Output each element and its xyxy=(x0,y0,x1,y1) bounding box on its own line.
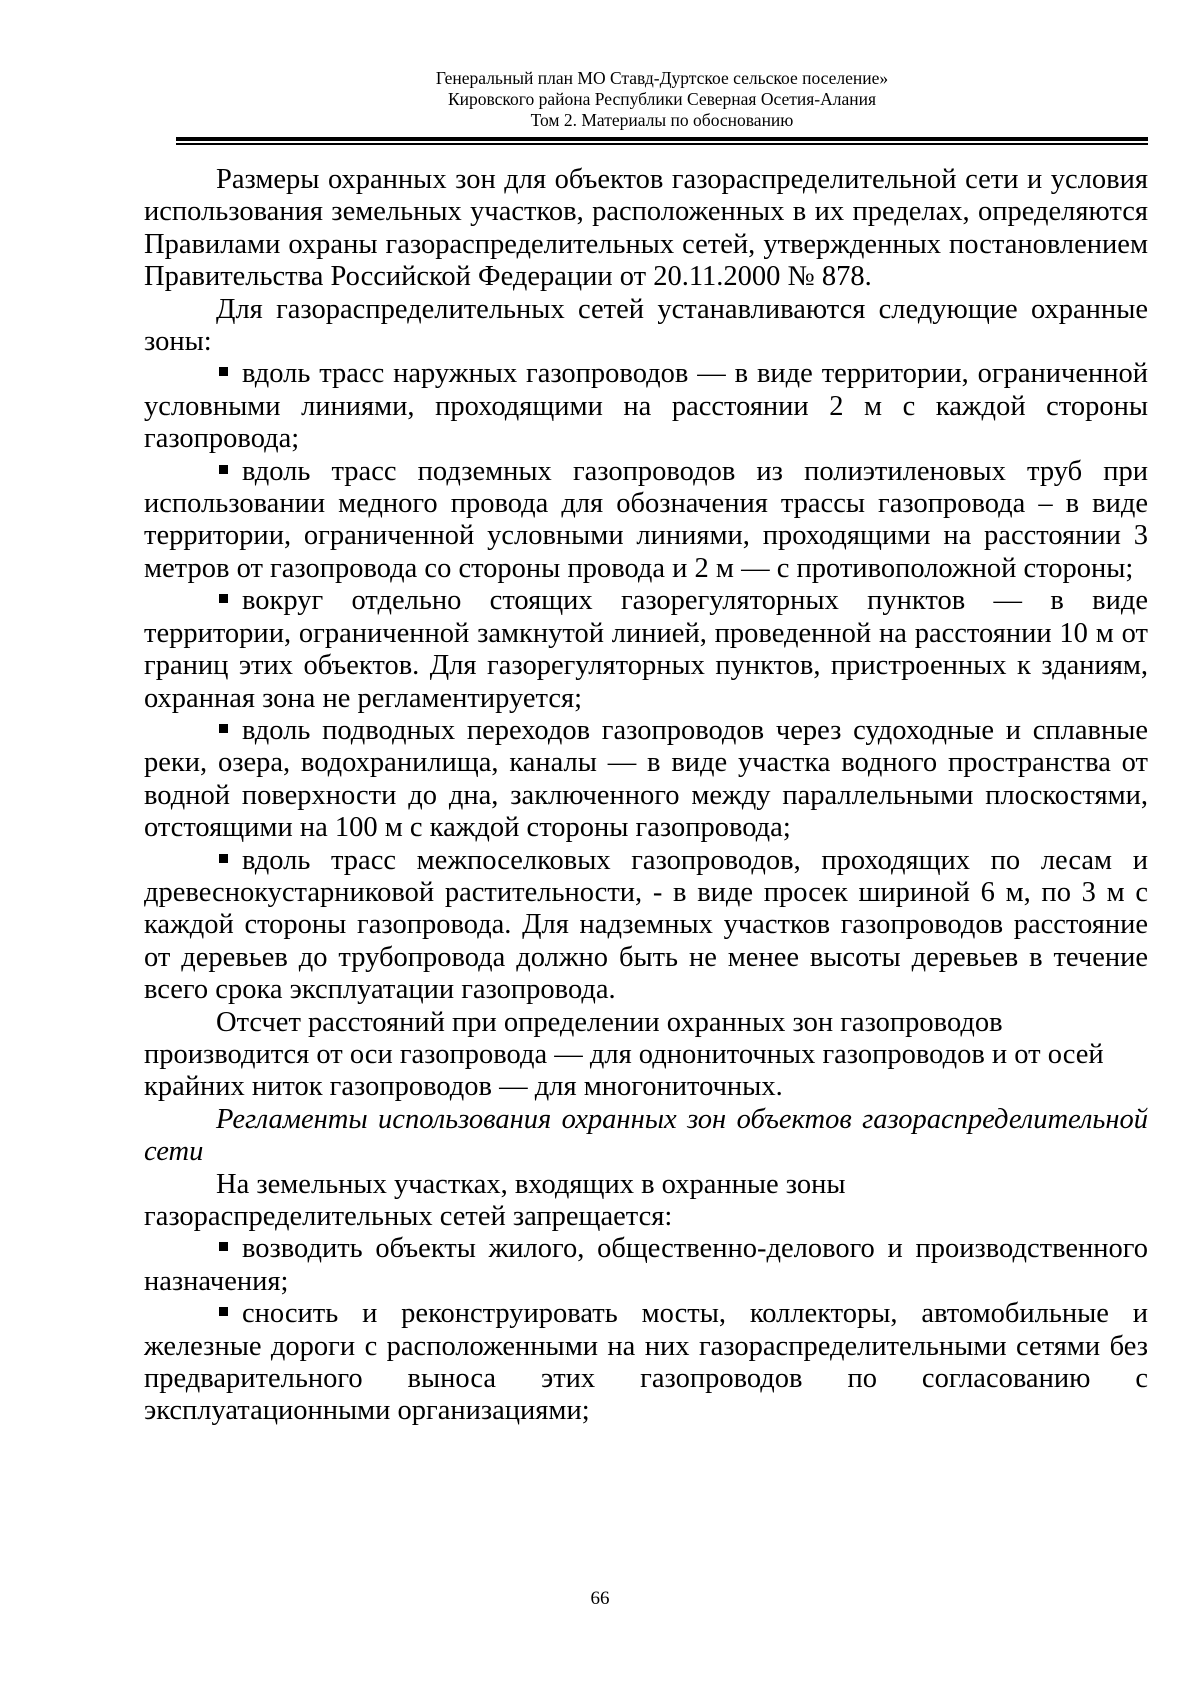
header-line-3: Том 2. Материалы по обоснованию xyxy=(530,110,794,130)
list-item-zone xyxy=(144,456,1148,586)
text-line: производится от оси газопровода — для однониточных газопроводов и от осей xyxy=(144,1038,1104,1070)
list-item-prohibition xyxy=(144,1233,1148,1298)
section-heading: Регламенты использования охранных зон объектов газораспределительной сети xyxy=(144,1103,1148,1168)
text-line: крайних ниток газопроводов — для многониточных. xyxy=(144,1071,783,1103)
list-item-text: вдоль трасс межпоселковых газопроводов, проходящих по лесам и древеснокустарниковой растительности, - в виде просек шириной 6 м, по 3 м с каждой стороны газопровода. Для надземных участков газопроводов расстояние от деревьев до трубопровода должно быть не менее высоты деревьев в течение всего срока эксплуатации газопровода. xyxy=(144,844,1148,1006)
square-bullet-icon xyxy=(216,845,242,877)
square-bullet-icon xyxy=(216,1233,242,1265)
list-item-zone xyxy=(144,585,1148,715)
text-line: На земельных участках, входящих в охранные зоны xyxy=(216,1168,846,1200)
list-item-zone xyxy=(144,715,1148,845)
list-item-zone xyxy=(144,845,1148,1007)
square-bullet-icon xyxy=(216,1298,242,1330)
list-item-text: возводить объекты жилого, общественно-делового и производственного назначения; xyxy=(144,1233,1148,1297)
text-line: Отсчет расстояний при определении охранных зон газопроводов xyxy=(216,1006,1003,1038)
square-bullet-icon xyxy=(216,585,242,617)
paragraph-protection-zone-rules: Размеры охранных зон для объектов газораспределительной сети и условия использования земельных участков, расположенных в их пределах, определяются Правилами охраны газораспределительных сетей, утвержденных постановлением Правительства Российской Федерации от 20.11.2000 № 878. xyxy=(144,164,1148,293)
paragraph-zones-intro: Для газораспределительных сетей устанавливаются следующие охранные зоны: xyxy=(144,293,1148,358)
text-line: газораспределительных сетей запрещается: xyxy=(144,1201,673,1232)
header-rule-thick xyxy=(176,137,1148,141)
list-item-text: вдоль трасс наружных газопроводов — в виде территории, ограниченной условными линиями, проходящими на расстоянии 2 м с каждой стороны газопровода; xyxy=(144,358,1148,455)
paragraph-distance-measurement xyxy=(144,1007,1148,1104)
square-bullet-icon xyxy=(216,456,242,488)
header-line-1: Генеральный план МО Ставд-Дуртское сельское поселение» xyxy=(435,68,889,88)
page-number: 66 xyxy=(590,1588,610,1609)
header-rule-thin xyxy=(176,143,1148,145)
document-body xyxy=(144,164,1148,1428)
list-item-text: вдоль подводных переходов газопроводов через судоходные и сплавные реки, озера, водохранилища, каналы — в виде участка водного пространства от водной поверхности до дна, заключенного между параллельными плоскостями, отстоящими на 100 м с каждой стороны газопровода; xyxy=(144,714,1148,844)
list-item-text: вокруг отдельно стоящих газорегуляторных пунктов — в виде территории, ограниченной замкнутой линией, проведенной на расстоянии 10 м от границ этих объектов. Для газорегуляторных пунктов, пристроенных к зданиям, охранная зона не регламентируется; xyxy=(144,585,1148,714)
list-item-prohibition xyxy=(144,1298,1148,1428)
list-item-text: вдоль трасс подземных газопроводов из полиэтиленовых труб при использовании медного провода для обозначения трассы газопровода – в виде территории, ограниченной условными линиями, проходящими на расстоянии 3 метров от газопровода со стороны провода и 2 м — с противоположной стороны; xyxy=(144,455,1148,584)
square-bullet-icon xyxy=(216,715,242,747)
square-bullet-icon xyxy=(216,358,242,390)
list-item-text: сносить и реконструировать мосты, коллекторы, автомобильные и железные дороги с расположенными на них газораспределительными сетями без предварительного выноса этих газопроводов по согласованию с эксплуатационными организациями; xyxy=(144,1298,1148,1427)
paragraph-prohibitions-intro xyxy=(144,1169,1148,1234)
page-header xyxy=(176,68,1148,131)
header-line-2: Кировского района Республики Северная Осетия-Алания xyxy=(447,89,877,109)
list-item-zone xyxy=(144,358,1148,455)
